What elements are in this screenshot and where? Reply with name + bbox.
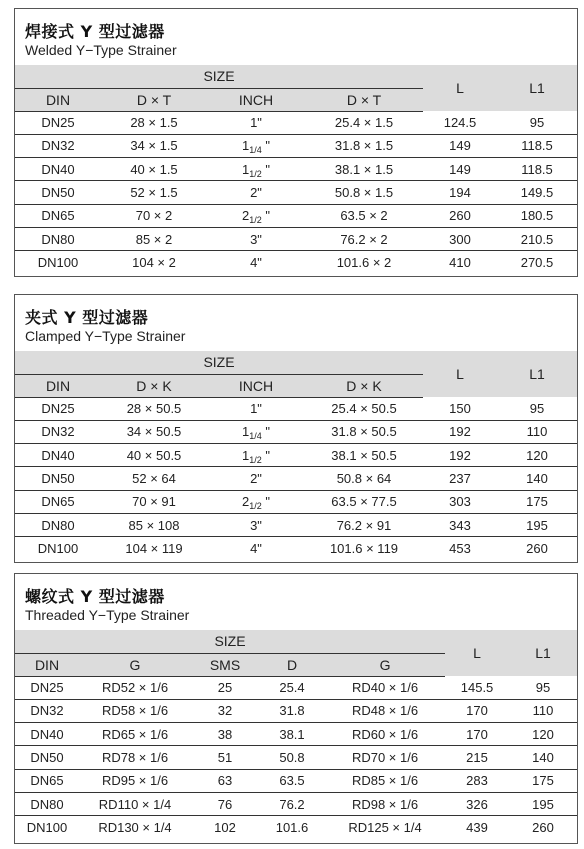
section-title-en: Threaded Y−Type Strainer xyxy=(25,607,190,623)
l-cell: 453 xyxy=(449,541,471,557)
inch-value: 4" xyxy=(250,541,262,557)
din-cell: DN32 xyxy=(15,134,101,157)
g-thread-cell-2: RD60 × 1/6 xyxy=(325,723,445,746)
l1-cell: 140 xyxy=(497,467,577,490)
table-row xyxy=(15,676,577,699)
g-thread-cell-2: RD40 × 1/6 xyxy=(325,676,445,699)
table-row xyxy=(15,111,577,134)
l-cell: 124.5 xyxy=(423,111,497,134)
table-row xyxy=(15,204,577,227)
l1-cell: 270.5 xyxy=(520,255,554,271)
g-thread-cell-2: RD85 × 1/6 xyxy=(325,769,445,792)
din-cell: DN50 xyxy=(15,467,101,490)
inch-cell: $1_{1/2}$ " xyxy=(207,444,305,467)
l1-cell: 120 xyxy=(497,444,577,467)
l1-header: L1 xyxy=(497,65,577,111)
section-title-en: Welded Y−Type Strainer xyxy=(25,42,177,58)
table-row xyxy=(15,769,577,792)
l1-cell: 195 xyxy=(497,513,577,536)
l-cell: 215 xyxy=(445,746,509,769)
table-row xyxy=(15,792,577,815)
imperial-size-cell: 38.1 × 50.5 xyxy=(305,444,423,467)
l-header: L xyxy=(423,65,497,111)
d-cell: 63.5 xyxy=(259,769,325,792)
inch-cell xyxy=(207,513,305,536)
l1-cell: 149.5 xyxy=(497,181,577,204)
din-cell: DN65 xyxy=(15,490,101,513)
table-row xyxy=(15,746,577,769)
inch-value: 3" xyxy=(250,517,262,533)
inch-cell: $2_{1/2}$ " xyxy=(207,204,305,227)
table-row xyxy=(15,467,577,490)
sms-cell: 32 xyxy=(191,699,259,722)
l1-cell: 195 xyxy=(509,792,577,815)
imperial-size-cell: 31.8 × 1.5 xyxy=(305,134,423,157)
imperial-size-cell: 63.5 × 2 xyxy=(305,204,423,227)
d-cell: 101.6 xyxy=(275,820,309,836)
inch-value: 1" xyxy=(250,401,262,417)
inch-value: 2 xyxy=(242,494,250,510)
clamped-rows xyxy=(15,397,577,560)
metric-size-cell: 52 × 64 xyxy=(101,467,207,490)
g-header-2: G xyxy=(325,653,445,676)
sms-cell: 51 xyxy=(191,746,259,769)
g-thread-cell-2: RD98 × 1/6 xyxy=(325,792,445,815)
metric-size-cell: 104 × 2 xyxy=(132,255,176,271)
l-cell: 439 xyxy=(466,820,488,836)
l-cell: 237 xyxy=(423,467,497,490)
l-cell: 303 xyxy=(423,490,497,513)
din-cell: DN50 xyxy=(15,181,101,204)
l1-cell: 180.5 xyxy=(497,204,577,227)
inch-header: INCH xyxy=(207,374,305,397)
d-cell: 76.2 xyxy=(259,792,325,815)
l1-cell: 95 xyxy=(497,397,577,420)
inch-fraction: 1/2 xyxy=(249,454,262,465)
metric-size-cell: 85 × 2 xyxy=(101,227,207,250)
inch-cell xyxy=(207,181,305,204)
inch-cell: $2_{1/2}$ " xyxy=(207,490,305,513)
inch-cell: $1_{1/4}$ " xyxy=(207,134,305,157)
table-row xyxy=(15,723,577,746)
inch-value: 2 xyxy=(242,208,250,224)
welded-rows xyxy=(15,111,577,274)
inch-fraction: 1/4 xyxy=(249,145,262,156)
d-cell: 50.8 xyxy=(259,746,325,769)
table-row xyxy=(15,537,577,560)
l1-cell: 175 xyxy=(509,769,577,792)
metric-size-cell: 70 × 91 xyxy=(101,490,207,513)
metric-size-cell: 40 × 1.5 xyxy=(101,158,207,181)
g-header: G xyxy=(79,653,191,676)
l1-header: L1 xyxy=(509,630,577,676)
size-header: SIZE xyxy=(15,351,423,374)
imperial-size-cell: 31.8 × 50.5 xyxy=(305,420,423,443)
l1-header: L1 xyxy=(497,351,577,397)
l1-cell: 120 xyxy=(509,723,577,746)
din-cell: DN32 xyxy=(15,699,79,722)
d-header: D xyxy=(259,653,325,676)
table-row xyxy=(15,134,577,157)
l1-cell: 95 xyxy=(497,111,577,134)
size-header: SIZE xyxy=(15,630,445,653)
table-row xyxy=(15,490,577,513)
section-title-en: Clamped Y−Type Strainer xyxy=(25,328,186,344)
din-cell: DN25 xyxy=(15,676,79,699)
metric-size-cell: 104 × 119 xyxy=(125,541,183,557)
l1-cell: 110 xyxy=(497,420,577,443)
sms-cell: 25 xyxy=(191,676,259,699)
imperial-size-cell: 25.4 × 50.5 xyxy=(305,397,423,420)
imperial-size-cell: 76.2 × 91 xyxy=(305,513,423,536)
clamped-strainer-panel xyxy=(14,294,578,563)
threaded-spec-table xyxy=(15,630,577,839)
imperial-size-cell: 38.1 × 1.5 xyxy=(305,158,423,181)
l-cell: 410 xyxy=(449,255,471,271)
din-cell: DN80 xyxy=(15,792,79,815)
g-thread-cell: RD95 × 1/6 xyxy=(79,769,191,792)
l1-cell: 175 xyxy=(497,490,577,513)
dxt-header-2: D × T xyxy=(305,88,423,111)
metric-size-cell: 85 × 108 xyxy=(101,513,207,536)
welded-spec-table xyxy=(15,65,577,274)
inch-value: 1 xyxy=(242,161,250,177)
dxt-header: D × T xyxy=(101,88,207,111)
imperial-size-cell: 50.8 × 64 xyxy=(305,467,423,490)
l-cell: 170 xyxy=(445,723,509,746)
din-cell: DN40 xyxy=(15,158,101,181)
l1-cell: 260 xyxy=(532,820,554,836)
inch-cell: $1_{1/4}$ " xyxy=(207,420,305,443)
l-cell: 149 xyxy=(423,158,497,181)
l1-cell: 210.5 xyxy=(497,227,577,250)
din-header: DIN xyxy=(15,88,101,111)
d-cell: 31.8 xyxy=(259,699,325,722)
sms-cell: 102 xyxy=(214,820,236,836)
g-thread-cell-2: RD125 × 1/4 xyxy=(348,820,422,836)
inch-value: 1 xyxy=(242,424,250,440)
section-title-zh: 夹式 Y 型过滤器 xyxy=(25,308,149,327)
din-cell: DN65 xyxy=(15,769,79,792)
section-title-zh: 焊接式 Y 型过滤器 xyxy=(25,22,165,41)
l-cell: 326 xyxy=(445,792,509,815)
inch-value: 1 xyxy=(242,138,250,154)
inch-header: INCH xyxy=(207,88,305,111)
dxk-header: D × K xyxy=(101,374,207,397)
inch-value: 2" xyxy=(250,471,262,487)
l-cell: 300 xyxy=(423,227,497,250)
table-row xyxy=(15,181,577,204)
inch-value: 3" xyxy=(250,231,262,247)
metric-size-cell: 52 × 1.5 xyxy=(101,181,207,204)
din-header: DIN xyxy=(15,653,79,676)
din-cell: DN100 xyxy=(26,820,68,836)
inch-fraction: 1/4 xyxy=(249,431,262,442)
din-cell: DN80 xyxy=(15,513,101,536)
metric-size-cell: 34 × 50.5 xyxy=(101,420,207,443)
metric-size-cell: 70 × 2 xyxy=(101,204,207,227)
din-cell: DN25 xyxy=(15,397,101,420)
l-cell: 145.5 xyxy=(445,676,509,699)
metric-size-cell: 34 × 1.5 xyxy=(101,134,207,157)
threaded-strainer-panel xyxy=(14,573,578,844)
table-row xyxy=(15,816,577,839)
welded-strainer-panel xyxy=(14,8,578,277)
threaded-rows xyxy=(15,676,577,839)
table-row xyxy=(15,513,577,536)
din-cell: DN32 xyxy=(15,420,101,443)
dxk-header-2: D × K xyxy=(305,374,423,397)
din-cell: DN80 xyxy=(15,227,101,250)
d-cell: 38.1 xyxy=(259,723,325,746)
inch-cell xyxy=(207,111,305,134)
l1-cell: 118.5 xyxy=(497,134,577,157)
sms-cell: 76 xyxy=(191,792,259,815)
imperial-size-cell: 25.4 × 1.5 xyxy=(305,111,423,134)
l1-cell: 260 xyxy=(526,541,548,557)
imperial-size-cell: 101.6 × 119 xyxy=(329,541,399,557)
din-cell: DN25 xyxy=(15,111,101,134)
metric-size-cell: 40 × 50.5 xyxy=(101,444,207,467)
l-cell: 260 xyxy=(423,204,497,227)
inch-cell: $1_{1/2}$ " xyxy=(207,158,305,181)
din-cell: DN40 xyxy=(15,444,101,467)
l1-cell: 140 xyxy=(509,746,577,769)
g-thread-cell: RD58 × 1/6 xyxy=(79,699,191,722)
g-thread-cell-2: RD48 × 1/6 xyxy=(325,699,445,722)
inch-fraction: 1/2 xyxy=(249,215,262,226)
table-row xyxy=(15,227,577,250)
l-cell: 192 xyxy=(423,420,497,443)
inch-cell xyxy=(207,467,305,490)
inch-cell xyxy=(207,537,305,560)
metric-size-cell: 28 × 50.5 xyxy=(101,397,207,420)
table-row xyxy=(15,699,577,722)
din-cell: DN100 xyxy=(37,541,79,557)
imperial-size-cell: 101.6 × 2 xyxy=(336,255,392,271)
l-cell: 150 xyxy=(423,397,497,420)
din-cell: DN65 xyxy=(15,204,101,227)
size-header: SIZE xyxy=(15,65,423,88)
inch-cell xyxy=(207,227,305,250)
din-cell: DN40 xyxy=(15,723,79,746)
inch-value: 4" xyxy=(250,255,262,271)
g-thread-cell: RD52 × 1/6 xyxy=(79,676,191,699)
din-cell: DN100 xyxy=(37,255,79,271)
inch-fraction: 1/2 xyxy=(249,168,262,179)
inch-fraction: 1/2 xyxy=(249,501,262,512)
g-thread-cell: RD78 × 1/6 xyxy=(79,746,191,769)
l-cell: 170 xyxy=(445,699,509,722)
imperial-size-cell: 50.8 × 1.5 xyxy=(305,181,423,204)
d-cell: 25.4 xyxy=(259,676,325,699)
din-cell: DN50 xyxy=(15,746,79,769)
l-header: L xyxy=(445,630,509,676)
l1-cell: 110 xyxy=(509,699,577,722)
l-header: L xyxy=(423,351,497,397)
g-thread-cell: RD110 × 1/4 xyxy=(79,792,191,815)
g-thread-cell-2: RD70 × 1/6 xyxy=(325,746,445,769)
table-row xyxy=(15,444,577,467)
l1-cell: 118.5 xyxy=(497,158,577,181)
inch-cell xyxy=(207,251,305,274)
inch-value: 1 xyxy=(242,447,250,463)
section-title-zh: 螺纹式 Y 型过滤器 xyxy=(25,587,165,606)
din-header: DIN xyxy=(15,374,101,397)
table-row xyxy=(15,397,577,420)
clamped-spec-table xyxy=(15,351,577,560)
l-cell: 343 xyxy=(423,513,497,536)
metric-size-cell: 28 × 1.5 xyxy=(101,111,207,134)
sms-cell: 38 xyxy=(191,723,259,746)
l-cell: 192 xyxy=(423,444,497,467)
inch-cell xyxy=(207,397,305,420)
inch-value: 1" xyxy=(250,115,262,131)
sms-cell: 63 xyxy=(191,769,259,792)
l1-cell: 95 xyxy=(509,676,577,699)
table-row xyxy=(15,420,577,443)
l-cell: 283 xyxy=(445,769,509,792)
table-row xyxy=(15,158,577,181)
l-cell: 149 xyxy=(423,134,497,157)
g-thread-cell: RD130 × 1/4 xyxy=(98,820,172,836)
sms-header: SMS xyxy=(191,653,259,676)
imperial-size-cell: 76.2 × 2 xyxy=(305,227,423,250)
imperial-size-cell: 63.5 × 77.5 xyxy=(305,490,423,513)
inch-value: 2" xyxy=(250,185,262,201)
l-cell: 194 xyxy=(423,181,497,204)
table-row xyxy=(15,251,577,274)
g-thread-cell: RD65 × 1/6 xyxy=(79,723,191,746)
